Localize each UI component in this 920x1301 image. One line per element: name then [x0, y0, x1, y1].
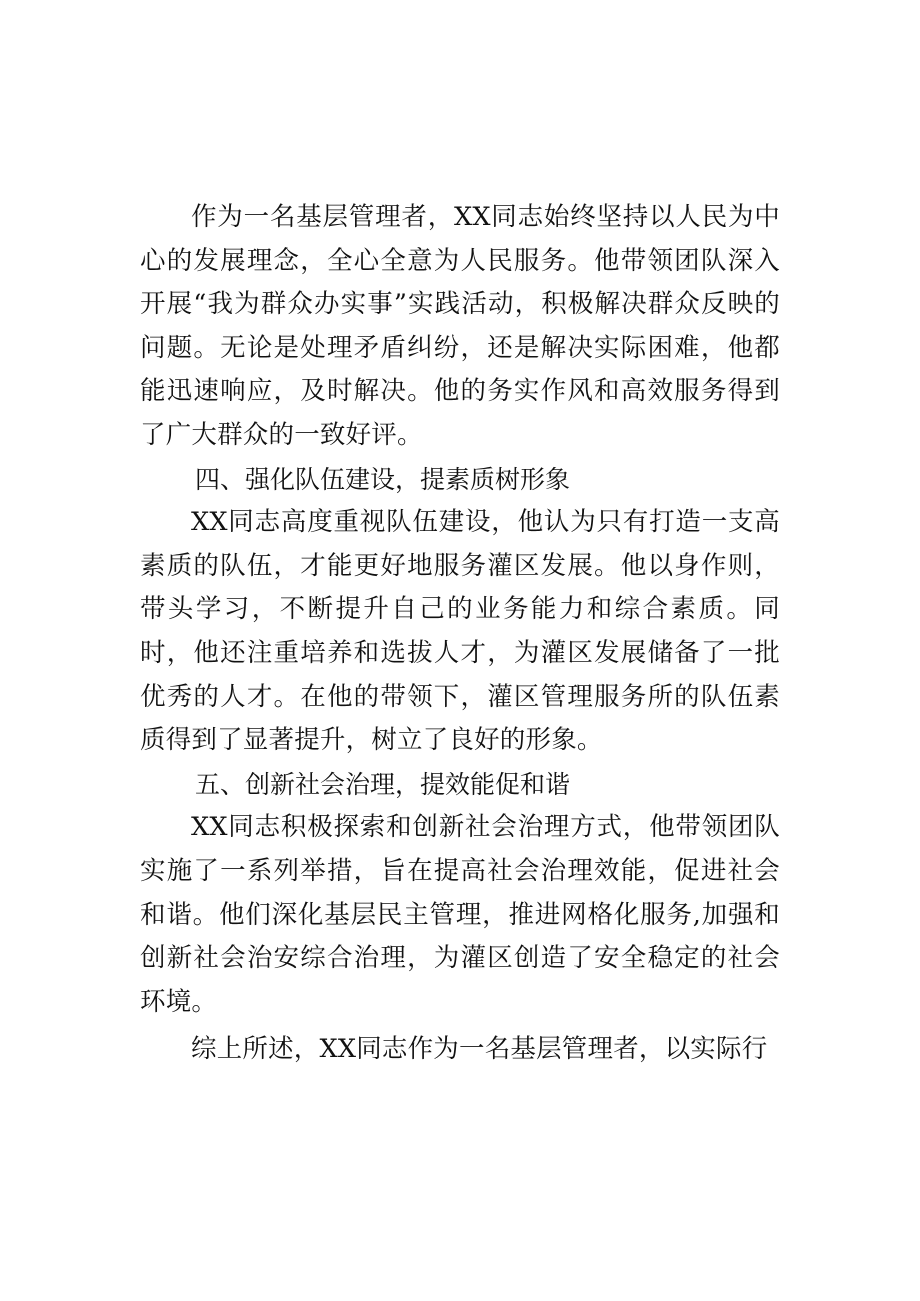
paragraph-social-governance: XX同志积极探索和创新社会治理方式，他带领团队实施了一系列举措，旨在提高社会治理效能，促进社会和谐。他们深化基层民主管理，推进网格化服务,加强和创新社会治安综合治理，为灌区创造了安全稳定的社会环境。	[140, 812, 780, 1017]
document-body	[140, 196, 780, 1072]
section-heading-four: 四、强化队伍建设，提素质树形象	[195, 464, 571, 494]
paragraph-service: 作为一名基层管理者，XX同志始终坚持以人民为中心的发展理念，全心全意为人民服务。他带领团队深入开展“我为群众办实事”实践活动，积极解决群众反映的问题。无论是处理矛盾纠纷，还是解决实际困难，他都能迅速响应，及时解决。他的务实作风和高效服务得到了广大群众的一致好评。	[140, 202, 780, 450]
section-heading-five: 五、创新社会治理，提效能促和谐	[195, 769, 571, 799]
paragraph-summary: 综上所述，XX同志作为一名基层管理者，以实际行	[191, 1034, 768, 1065]
paragraph-team-building: XX同志高度重视队伍建设，他认为只有打造一支高素质的队伍，才能更好地服务灌区发展。他以身作则，带头学习，不断提升自己的业务能力和综合素质。同时，他还注重培养和选拔人才，为灌区发展储备了一批优秀的人才。在他的带领下，灌区管理服务所的队伍素质得到了显著提升，树立了良好的形象。	[140, 507, 780, 756]
